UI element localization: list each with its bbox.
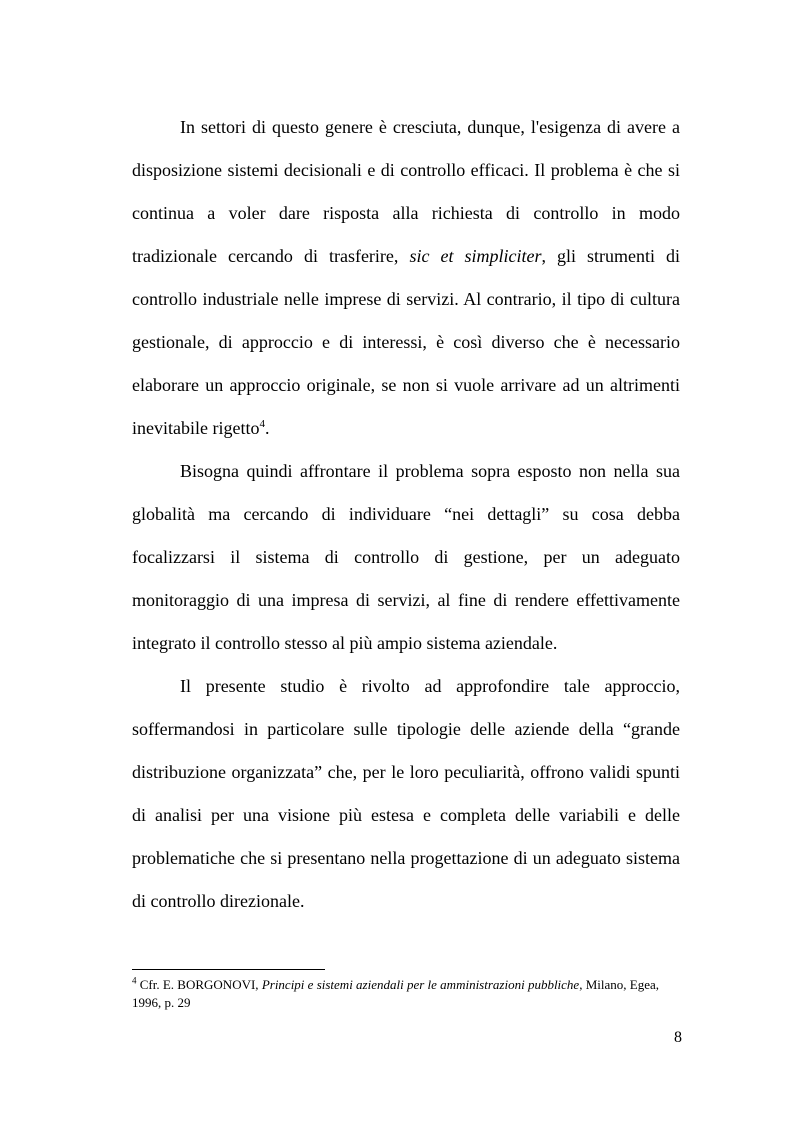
page-number: 8 <box>674 1029 682 1046</box>
paragraph-1-text-cont: , gli strumenti di controllo industriale nelle imprese di servizi. Al contrario, il tipo di cultura gestionale, di approccio e di interessi, è così diverso che è necessario elaborare un approccio originale, se non si vuole arrivare ad un altrimenti inevitabile rigetto <box>132 246 681 438</box>
paragraph-1-text: In settori di questo genere è cresciuta, dunque, l'esigenza di avere a disposizione sistemi decisionali e di controllo efficaci. Il problema è che si continua a voler dare risposta alla richiesta di controllo in modo tradizionale cercando di trasferire, <box>132 117 680 266</box>
footnote-text: Cfr. E. BORGONOVI, <box>136 977 262 992</box>
footnote-separator <box>132 969 325 970</box>
body-text <box>132 106 680 923</box>
footnote-number: 4 <box>132 975 137 986</box>
footnote-text-cont: , Milano, Egea, 1996, p. 29 <box>132 977 659 1010</box>
footnote-reference[interactable]: 4 <box>259 418 265 430</box>
paragraph-1 <box>132 106 680 450</box>
footnote-book-title: Principi e sistemi aziendali per le amministrazioni pubbliche <box>261 977 580 992</box>
paragraph-3: Il presente studio è rivolto ad approfondire tale approccio, soffermandosi in particolare sulle tipologie delle aziende della “grande distribuzione organizzata” che, per le loro peculiarità, offrono validi spunti di analisi per una visione più estesa e completa delle variabili e delle problematiche che si presentano nella progettazione di un adeguato sistema di controllo direzionale. <box>132 676 680 911</box>
footnote <box>132 976 680 1012</box>
paragraph-1-end: . <box>264 418 270 438</box>
paragraph-2: Bisogna quindi affrontare il problema sopra esposto non nella sua globalità ma cercando di individuare “nei dettagli” su cosa debba focalizzarsi il sistema di controllo di gestione, per un adeguato monitoraggio di una impresa di servizi, al fine di rendere effettivamente integrato il controllo stesso al più ampio sistema aziendale. <box>132 461 680 653</box>
latin-phrase: sic et simpliciter <box>409 246 542 266</box>
